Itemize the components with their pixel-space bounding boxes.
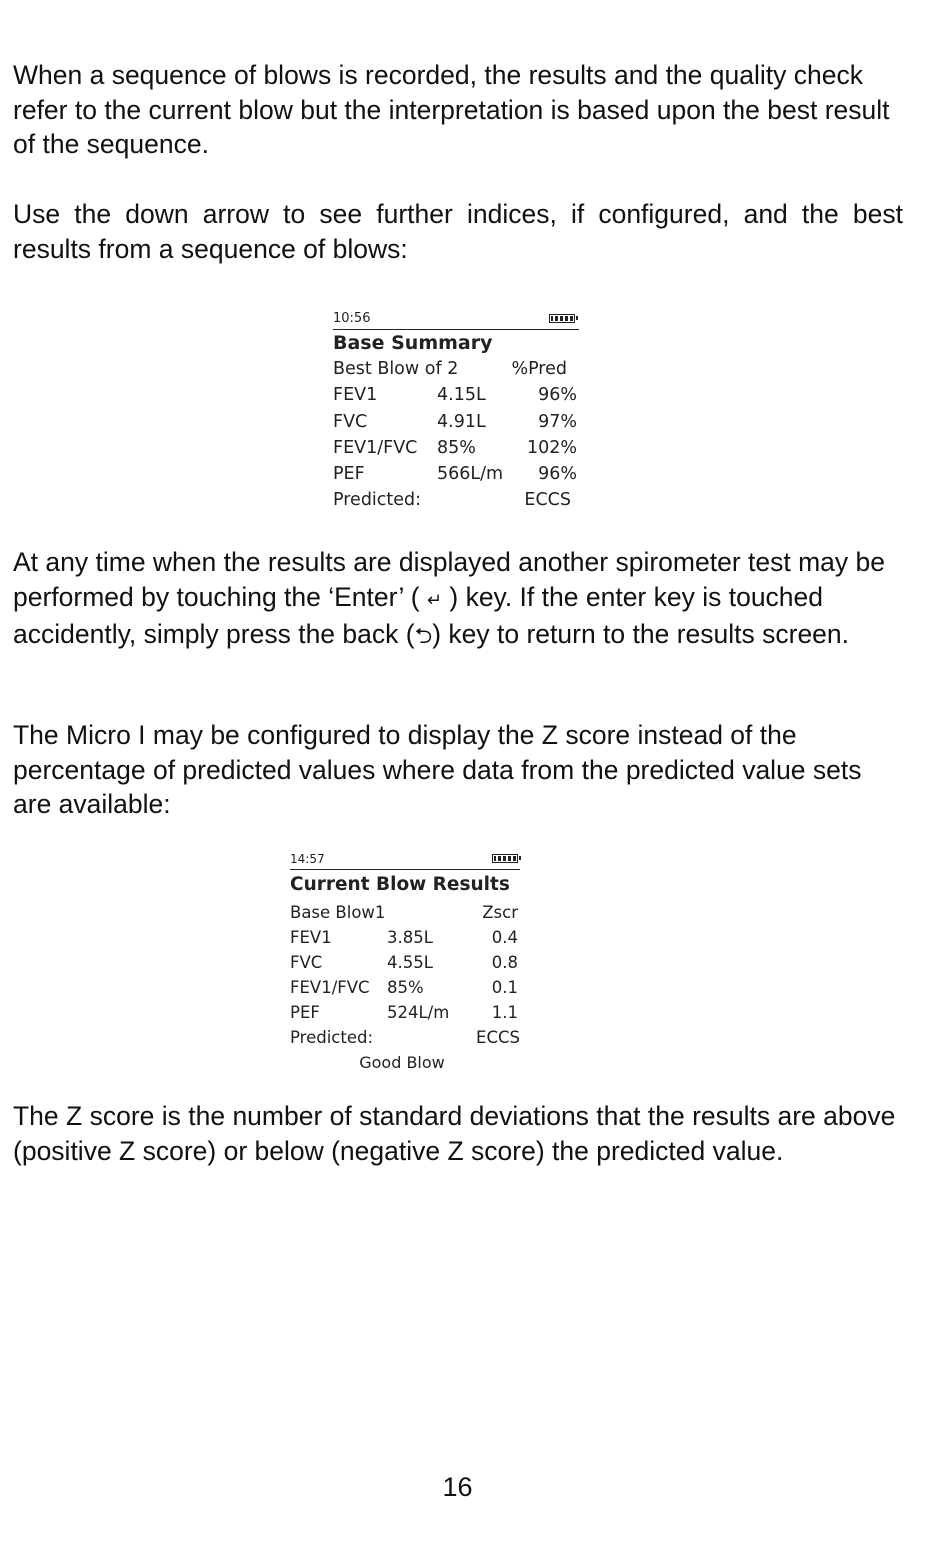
index-z-score: 1.1: [491, 1003, 518, 1022]
result-row-fvc: [333, 409, 579, 435]
predicted-row: [333, 487, 579, 513]
clock-time: 14:57: [290, 852, 325, 866]
index-z-score: 0.1: [491, 978, 518, 997]
clock-time: 10:56: [333, 311, 371, 326]
index-percent: 96%: [538, 464, 577, 485]
index-value: 566L/m: [437, 464, 504, 485]
battery-full-icon: [549, 314, 575, 323]
index-percent: 102%: [526, 437, 577, 458]
index-value: 3.85L: [387, 928, 433, 947]
screen-title: Base Summary: [333, 332, 493, 354]
paragraph-text: At any time when the results are displayed another spirometer test may be performed by touching the ‘Enter’ (: [13, 547, 885, 612]
paragraph-z-score-config: The Micro I may be configured to display the Z score instead of the percentage of predicted values where data from the predicted value sets are available:: [13, 720, 862, 819]
index-value: 85%: [387, 978, 424, 997]
battery-full-icon: [492, 854, 518, 863]
index-z-score: 0.4: [491, 928, 518, 947]
index-label: FEV1: [333, 385, 378, 406]
result-row-pef: [290, 1000, 520, 1025]
index-label: FEV1/FVC: [290, 978, 370, 997]
index-percent: 96%: [538, 385, 577, 406]
back-key-icon: ⮌: [414, 624, 433, 649]
status-bar: [333, 311, 579, 330]
index-value: 4.15L: [437, 385, 486, 406]
index-value: 4.91L: [437, 411, 486, 432]
index-label: FEV1: [290, 928, 332, 947]
paragraph-z-score-definition: The Z score is the number of standard deviations that the results are above (positive Z score) or below (negative Z score) the predicted value.: [13, 1101, 896, 1166]
device-screen-base-summary: [333, 311, 579, 514]
blow-quality-message: Good Blow: [359, 1053, 445, 1072]
index-percent: 97%: [538, 411, 577, 432]
blow-label: Best Blow of 2: [333, 359, 459, 379]
index-z-score: 0.8: [491, 953, 518, 972]
result-row-fvc: [290, 950, 520, 975]
column-header: %Pred: [511, 359, 567, 379]
blow-label: Base Blow1: [290, 903, 386, 922]
result-row-fev1: [333, 382, 579, 408]
enter-key-icon: ↵: [426, 589, 443, 610]
column-header: Zscr: [482, 903, 518, 922]
index-label: FVC: [290, 953, 323, 972]
predicted-set: ECCS: [476, 1028, 520, 1047]
results-header-row: [333, 356, 579, 382]
paragraph-down-arrow: Use the down arrow to see further indices, if configured, and the best results from a sequence of blows:: [13, 199, 903, 264]
index-value: 85%: [437, 437, 476, 458]
predicted-label: Predicted:: [333, 490, 422, 511]
result-row-pef: [333, 461, 579, 487]
page-number: 16: [442, 1472, 473, 1502]
index-label: PEF: [333, 464, 365, 485]
index-label: FVC: [333, 411, 368, 432]
index-value: 4.55L: [387, 953, 433, 972]
predicted-set: ECCS: [524, 490, 571, 511]
result-row-fev1: [290, 925, 520, 950]
predicted-label: Predicted:: [290, 1028, 374, 1047]
paragraph-enter-key: [13, 545, 903, 655]
results-header-row: [290, 900, 520, 925]
index-label: FEV1/FVC: [333, 437, 418, 458]
predicted-row: [290, 1025, 520, 1050]
index-label: PEF: [290, 1003, 320, 1022]
device-screen-current-blow: [290, 851, 520, 1076]
result-row-fev1-fvc: [290, 975, 520, 1000]
status-bar: [290, 851, 520, 870]
screen-title: Current Blow Results: [290, 874, 510, 895]
paragraph-blow-sequence: When a sequence of blows is recorded, the results and the quality check refer to the current blow but the interpretation is based upon the best result of the sequence.: [13, 60, 890, 159]
paragraph-text: ) key to return to the results screen.: [432, 619, 850, 649]
index-value: 524L/m: [387, 1003, 450, 1022]
result-row-fev1-fvc: [333, 435, 579, 461]
paragraph-text: ) key. If the enter key is touched accidently, simply press the back (: [13, 581, 824, 649]
